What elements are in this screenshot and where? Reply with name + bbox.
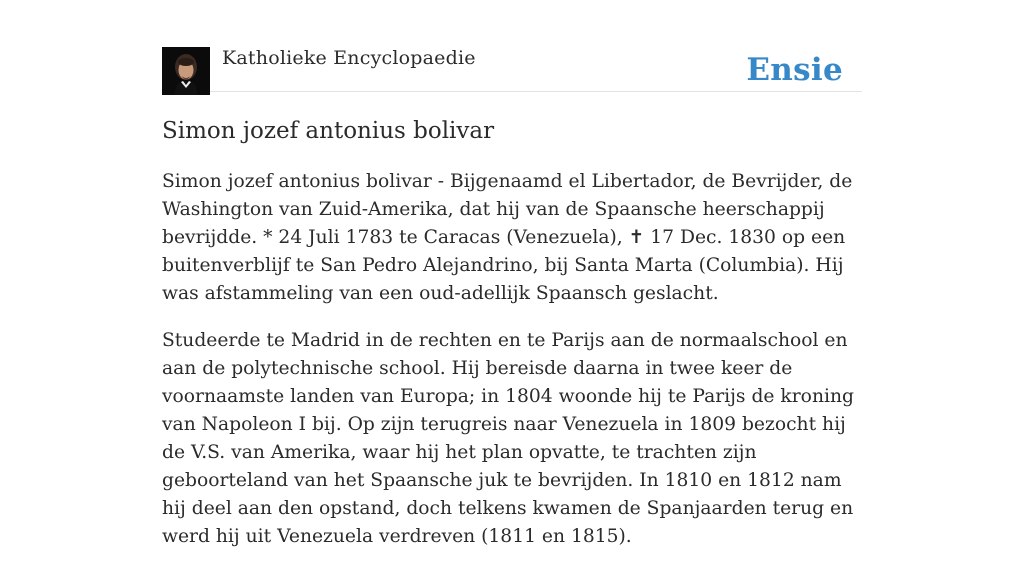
- portrait-avatar-icon[interactable]: [162, 47, 210, 95]
- article-paragraph: Studeerde te Madrid in de rechten en te Parijs aan de normaalschool en aan de polytechnische school. Hij bereisde daarna in twee keer de voornaamste landen van Europa; in 1804 woonde hij te Parijs de kroning van Napoleon I bij. Op zijn terugreis naar Venezuela in 1809 bezocht hij de V.S. van Amerika, waar hij het plan opvatte, te trachten zijn geboorteland van het Spaansche juk te bevrijden. In 1810 en 1812 nam hij deel aan den opstand, doch telkens kwamen de Spanjaarden terug en werd hij uit Venezuela verdreven (1811 en 1815).: [162, 330, 854, 547]
- brand-logo[interactable]: Ensie: [746, 52, 843, 88]
- page-title: Simon jozef antonius bolivar: [162, 118, 495, 144]
- page: [162, 0, 862, 547]
- header: [162, 0, 862, 92]
- article-body: [162, 168, 862, 570]
- article-paragraph: Simon jozef antonius bolivar - Bijgenaamd el Libertador, de Bevrijder, de Washington van Zuid-Amerika, dat hij van de Spaansche heerschappij bevrijdde. * 24 Juli 1783 te Caracas (Venezuela), ✝ 17 Dec. 1830 op een buitenverblijf te San Pedro Alejandrino, bij Santa Marta (Columbia). Hij was afstammeling van een oud-adellijk Spaansch geslacht.: [162, 171, 853, 304]
- source-name[interactable]: Katholieke Encyclopaedie: [222, 47, 476, 69]
